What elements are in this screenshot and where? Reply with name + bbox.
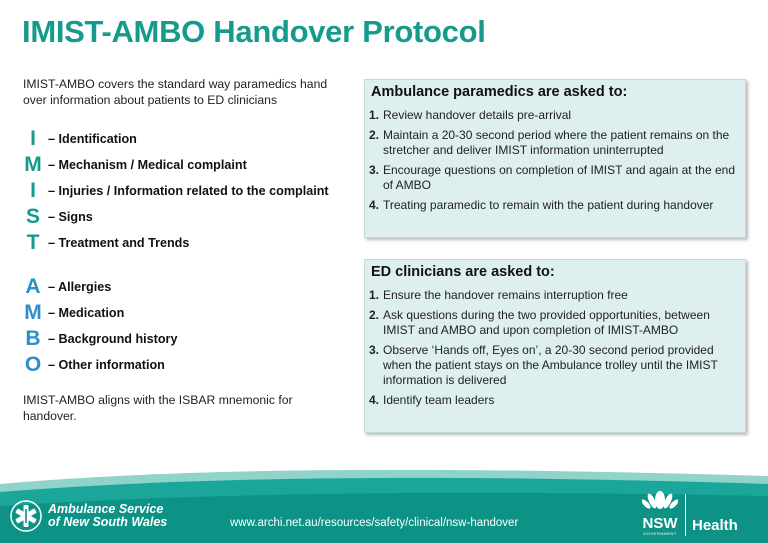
waratah-icon: [642, 486, 678, 512]
mnemonic-row-b: [22, 328, 177, 350]
organisation-name: [48, 503, 167, 529]
item-text: Ask questions during the two provided opportunities, between IMIST and AMBO and upon completion of IMIST-AMBO: [383, 308, 710, 337]
org-line-2: of New South Wales: [48, 515, 168, 529]
mnemonic-letter: M: [24, 153, 42, 176]
list-item: [369, 288, 741, 303]
item-number: 1.: [369, 108, 380, 122]
item-number: 1.: [369, 288, 380, 302]
mnemonic-row-i2: [22, 180, 329, 202]
mnemonic-row-m2: [22, 302, 124, 324]
item-number: 4.: [369, 198, 380, 212]
mnemonic-letter: B: [25, 327, 41, 350]
mnemonic-row-t: [22, 232, 189, 254]
mnemonic-letter: M: [24, 301, 42, 324]
item-number: 3.: [369, 343, 380, 357]
mnemonic-letter: I: [30, 179, 36, 202]
isbar-note: IMIST-AMBO aligns with the ISBAR mnemonic for handover.: [23, 393, 293, 423]
mnemonic-text: – Background history: [48, 332, 178, 346]
mnemonic-row-s: [22, 206, 93, 228]
item-number: 2.: [369, 128, 380, 142]
logo-divider: [685, 494, 686, 536]
mnemonic-letter: I: [30, 127, 36, 150]
item-text: Ensure the handover remains interruption free: [383, 288, 628, 302]
item-text: Identify team leaders: [383, 393, 495, 407]
mnemonic-row-a: [22, 276, 111, 298]
list-item: [369, 163, 741, 193]
mnemonic-text: – Identification: [48, 132, 137, 146]
mnemonic-text: – Medication: [48, 306, 125, 320]
ambulance-logo: [10, 500, 167, 532]
government-label: GOVERNMENT: [643, 531, 677, 536]
mnemonic-row-i1: [22, 128, 137, 150]
list-item: [369, 308, 741, 338]
mnemonic-text: – Other information: [48, 358, 165, 372]
list-item: [369, 198, 741, 213]
nsw-government-logo: [640, 486, 680, 536]
org-line-1: Ambulance Service: [48, 502, 164, 516]
mnemonic-letter: O: [24, 353, 42, 376]
clinicians-list: [369, 288, 741, 413]
list-item: [369, 393, 741, 408]
nsw-wordmark: NSW: [642, 515, 678, 532]
mnemonic-text: – Allergies: [48, 280, 112, 294]
mnemonic-text: – Injuries / Information related to the complaint: [48, 184, 329, 198]
paramedics-panel: [364, 79, 746, 238]
panel-heading: ED clinicians are asked to:: [371, 264, 555, 280]
paramedics-list: [369, 108, 741, 218]
intro-text: IMIST-AMBO covers the standard way paramedics hand over information about patients to ED clinicians: [23, 77, 328, 107]
list-item: [369, 128, 741, 158]
mnemonic-row-m1: [22, 154, 247, 176]
mnemonic-text: – Signs: [48, 210, 93, 224]
mnemonic-letter: S: [25, 205, 40, 228]
resource-link[interactable]: www.archi.net.au/resources/safety/clinical/nsw-handover: [230, 517, 519, 529]
item-number: 3.: [369, 163, 380, 177]
mnemonic-letter: A: [25, 275, 41, 298]
item-number: 2.: [369, 308, 380, 322]
list-item: [369, 108, 741, 123]
item-text: Review handover details pre-arrival: [383, 108, 572, 122]
item-number: 4.: [369, 393, 380, 407]
star-of-life-icon: [10, 500, 42, 532]
mnemonic-text: – Treatment and Trends: [48, 236, 190, 250]
health-wordmark: Health: [692, 517, 738, 534]
item-text: Observe ‘Hands off, Eyes on’, a 20-30 second period provided when the patient stays on the Ambulance trolley until the IMIST information is delivered: [383, 343, 718, 387]
item-text: Encourage questions on completion of IMIST and again at the end of AMBO: [383, 163, 736, 192]
mnemonic-letter: T: [26, 231, 40, 254]
clinicians-panel: [364, 259, 746, 433]
mnemonic-row-o: [22, 354, 165, 376]
item-text: Treating paramedic to remain with the patient during handover: [383, 198, 714, 212]
list-item: [369, 343, 741, 388]
panel-heading: Ambulance paramedics are asked to:: [371, 84, 628, 100]
item-text: Maintain a 20-30 second period where the patient remains on the stretcher and deliver IMIST information uninterrupted: [383, 128, 730, 157]
page-title: IMIST-AMBO Handover Protocol: [22, 14, 486, 49]
mnemonic-text: – Mechanism / Medical complaint: [48, 158, 247, 172]
